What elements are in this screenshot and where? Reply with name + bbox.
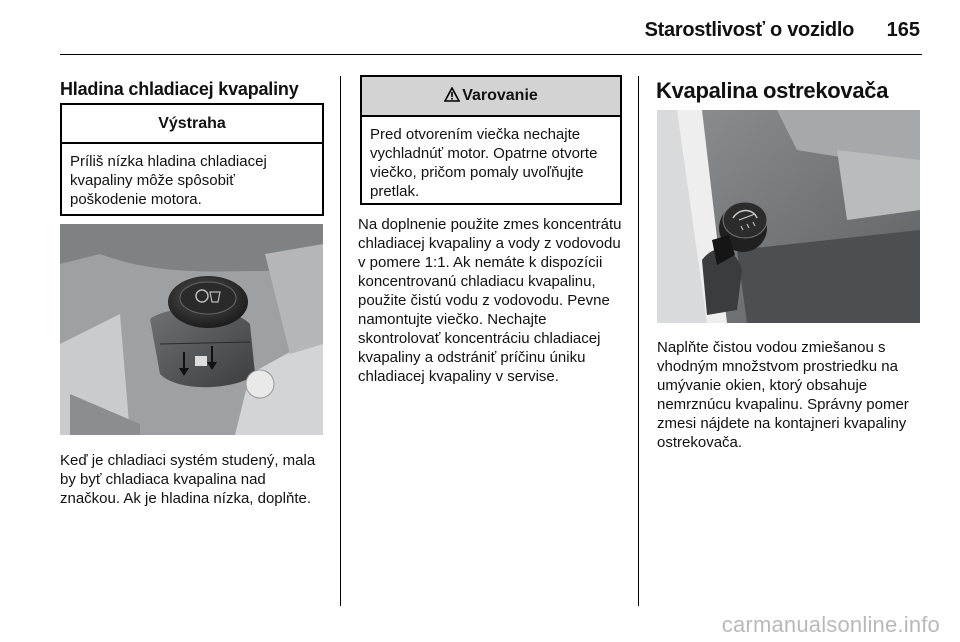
- chapter-title: Starostlivosť o vozidlo: [644, 19, 854, 41]
- running-head: [60, 14, 922, 55]
- caution-text: Príliš nízka hladina chladiacej kvapaliny môže spôsobiť poškodenie motora.: [70, 153, 267, 208]
- coolant-reservoir-photo: [60, 224, 323, 435]
- coolant-mixture-text: Na doplnenie použite zmes koncentrátu chladiacej kvapaliny a vody z vodovodu v pomere 1:1. Ak nemáte k dispozícii koncentrovanú chladiacu kvapalinu, použite čistú vodu z vodovodu. Pevne namontujte viečko. Nechajte skontrolovať koncentráciu chladiacej kvapaliny a odstrániť príčinu úniku chladiacej kvapaliny v servise.: [358, 216, 622, 385]
- warning-title: Varovanie: [462, 87, 538, 104]
- washer-reservoir-photo: [657, 110, 920, 323]
- warning-text: Pred otvorením viečka nechajte vychladnúť motor. Opatrne otvorte viečko, pričom pomaly uvoľňujte pretlak.: [370, 126, 598, 200]
- watermark: carmanualsonline.info: [721, 612, 940, 637]
- coolant-body-text: Keď je chladiaci systém studený, mala by byť chladiaca kvapalina nad značkou. Ak je hladina nízka, doplňte.: [60, 452, 316, 507]
- column-divider-2: [638, 76, 639, 606]
- warning-box: [360, 75, 622, 205]
- washer-body-text: Naplňte čistou vodou zmiešanou s vhodným množstvom prostriedku na umývanie okien, ktorý obsahuje nemrznúcu kvapalinu. Správny pomer zmesi nájdete na kontajneri kvapaliny ostrekovača.: [657, 339, 909, 451]
- coolant-heading: Hladina chladiacej kvapaliny: [60, 79, 299, 99]
- warning-triangle-icon: [444, 79, 460, 117]
- page-number: 165: [886, 19, 920, 41]
- column-divider-1: [340, 76, 341, 606]
- washer-heading: Kvapalina ostrekovača: [656, 78, 889, 103]
- caution-title: Výstraha: [62, 105, 322, 144]
- warning-header: [362, 77, 620, 117]
- caution-box: [60, 103, 324, 216]
